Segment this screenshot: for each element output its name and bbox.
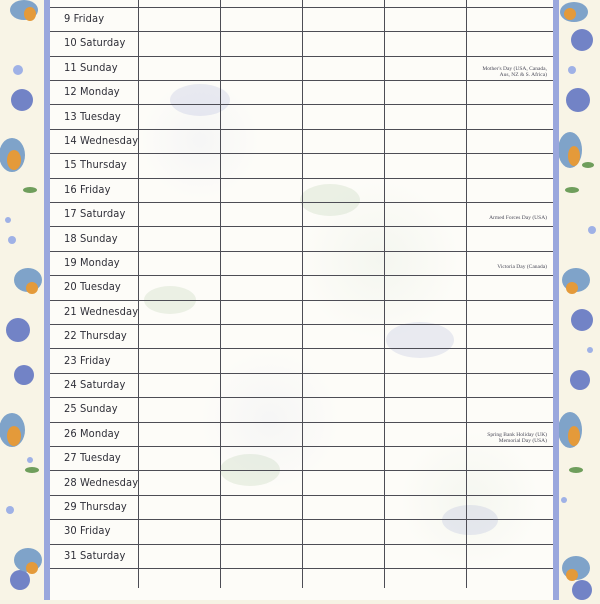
day-label: 17 Saturday bbox=[64, 207, 126, 221]
day-label: 31 Saturday bbox=[64, 548, 126, 562]
holiday-note-line: Armed Forces Day (USA) bbox=[489, 215, 547, 222]
day-label: 14 Wednesday bbox=[64, 133, 139, 147]
day-label: 29 Thursday bbox=[64, 499, 127, 513]
holiday-note-line: Aus, NZ & S. Africa) bbox=[499, 72, 547, 79]
holiday-note-line: Spring Bank Holiday (UK) bbox=[487, 431, 547, 438]
day-label: 20 Tuesday bbox=[64, 280, 121, 294]
holiday-note bbox=[482, 66, 547, 79]
right-floral-border bbox=[552, 0, 600, 600]
day-label: 30 Friday bbox=[64, 524, 111, 538]
column-divider bbox=[220, 0, 221, 588]
floral-border-art bbox=[552, 0, 600, 600]
day-label: 13 Tuesday bbox=[64, 109, 121, 123]
day-label: 16 Friday bbox=[64, 182, 111, 196]
bluebird-icon bbox=[0, 0, 42, 574]
holiday-note bbox=[487, 432, 547, 445]
holiday-note-line: Victoria Day (Canada) bbox=[497, 263, 547, 270]
day-label: 10 Saturday bbox=[64, 36, 126, 50]
column-divider bbox=[138, 0, 139, 588]
day-label: 11 Sunday bbox=[64, 60, 118, 74]
planner-grid bbox=[50, 0, 553, 600]
day-label: 9 Friday bbox=[64, 11, 105, 25]
day-label: 27 Tuesday bbox=[64, 451, 121, 465]
column-divider bbox=[384, 0, 385, 588]
day-label: 15 Thursday bbox=[64, 158, 127, 172]
holiday-note bbox=[497, 264, 547, 271]
day-label: 12 Monday bbox=[64, 85, 120, 99]
day-label: 21 Wednesday bbox=[64, 304, 139, 318]
columbine-flower-icon bbox=[561, 29, 596, 600]
holiday-note-line: Mother's Day (USA, Canada, bbox=[482, 65, 547, 72]
day-label: 22 Thursday bbox=[64, 329, 127, 343]
column-divider bbox=[302, 0, 303, 588]
holiday-note-line: Memorial Day (USA) bbox=[498, 438, 547, 445]
day-label: 18 Sunday bbox=[64, 231, 118, 245]
day-label bbox=[64, 0, 120, 1]
floral-border-art bbox=[0, 0, 48, 600]
column-divider bbox=[466, 0, 467, 588]
holiday-note bbox=[489, 215, 547, 222]
day-label: 25 Sunday bbox=[64, 402, 118, 416]
day-label: 24 Saturday bbox=[64, 377, 126, 391]
day-label: 23 Friday bbox=[64, 353, 111, 367]
day-label: 28 Wednesday bbox=[64, 475, 139, 489]
planner-grid-panel bbox=[44, 0, 559, 600]
day-label: 26 Monday bbox=[64, 426, 120, 440]
day-label: 19 Monday bbox=[64, 255, 120, 269]
left-floral-border bbox=[0, 0, 48, 600]
